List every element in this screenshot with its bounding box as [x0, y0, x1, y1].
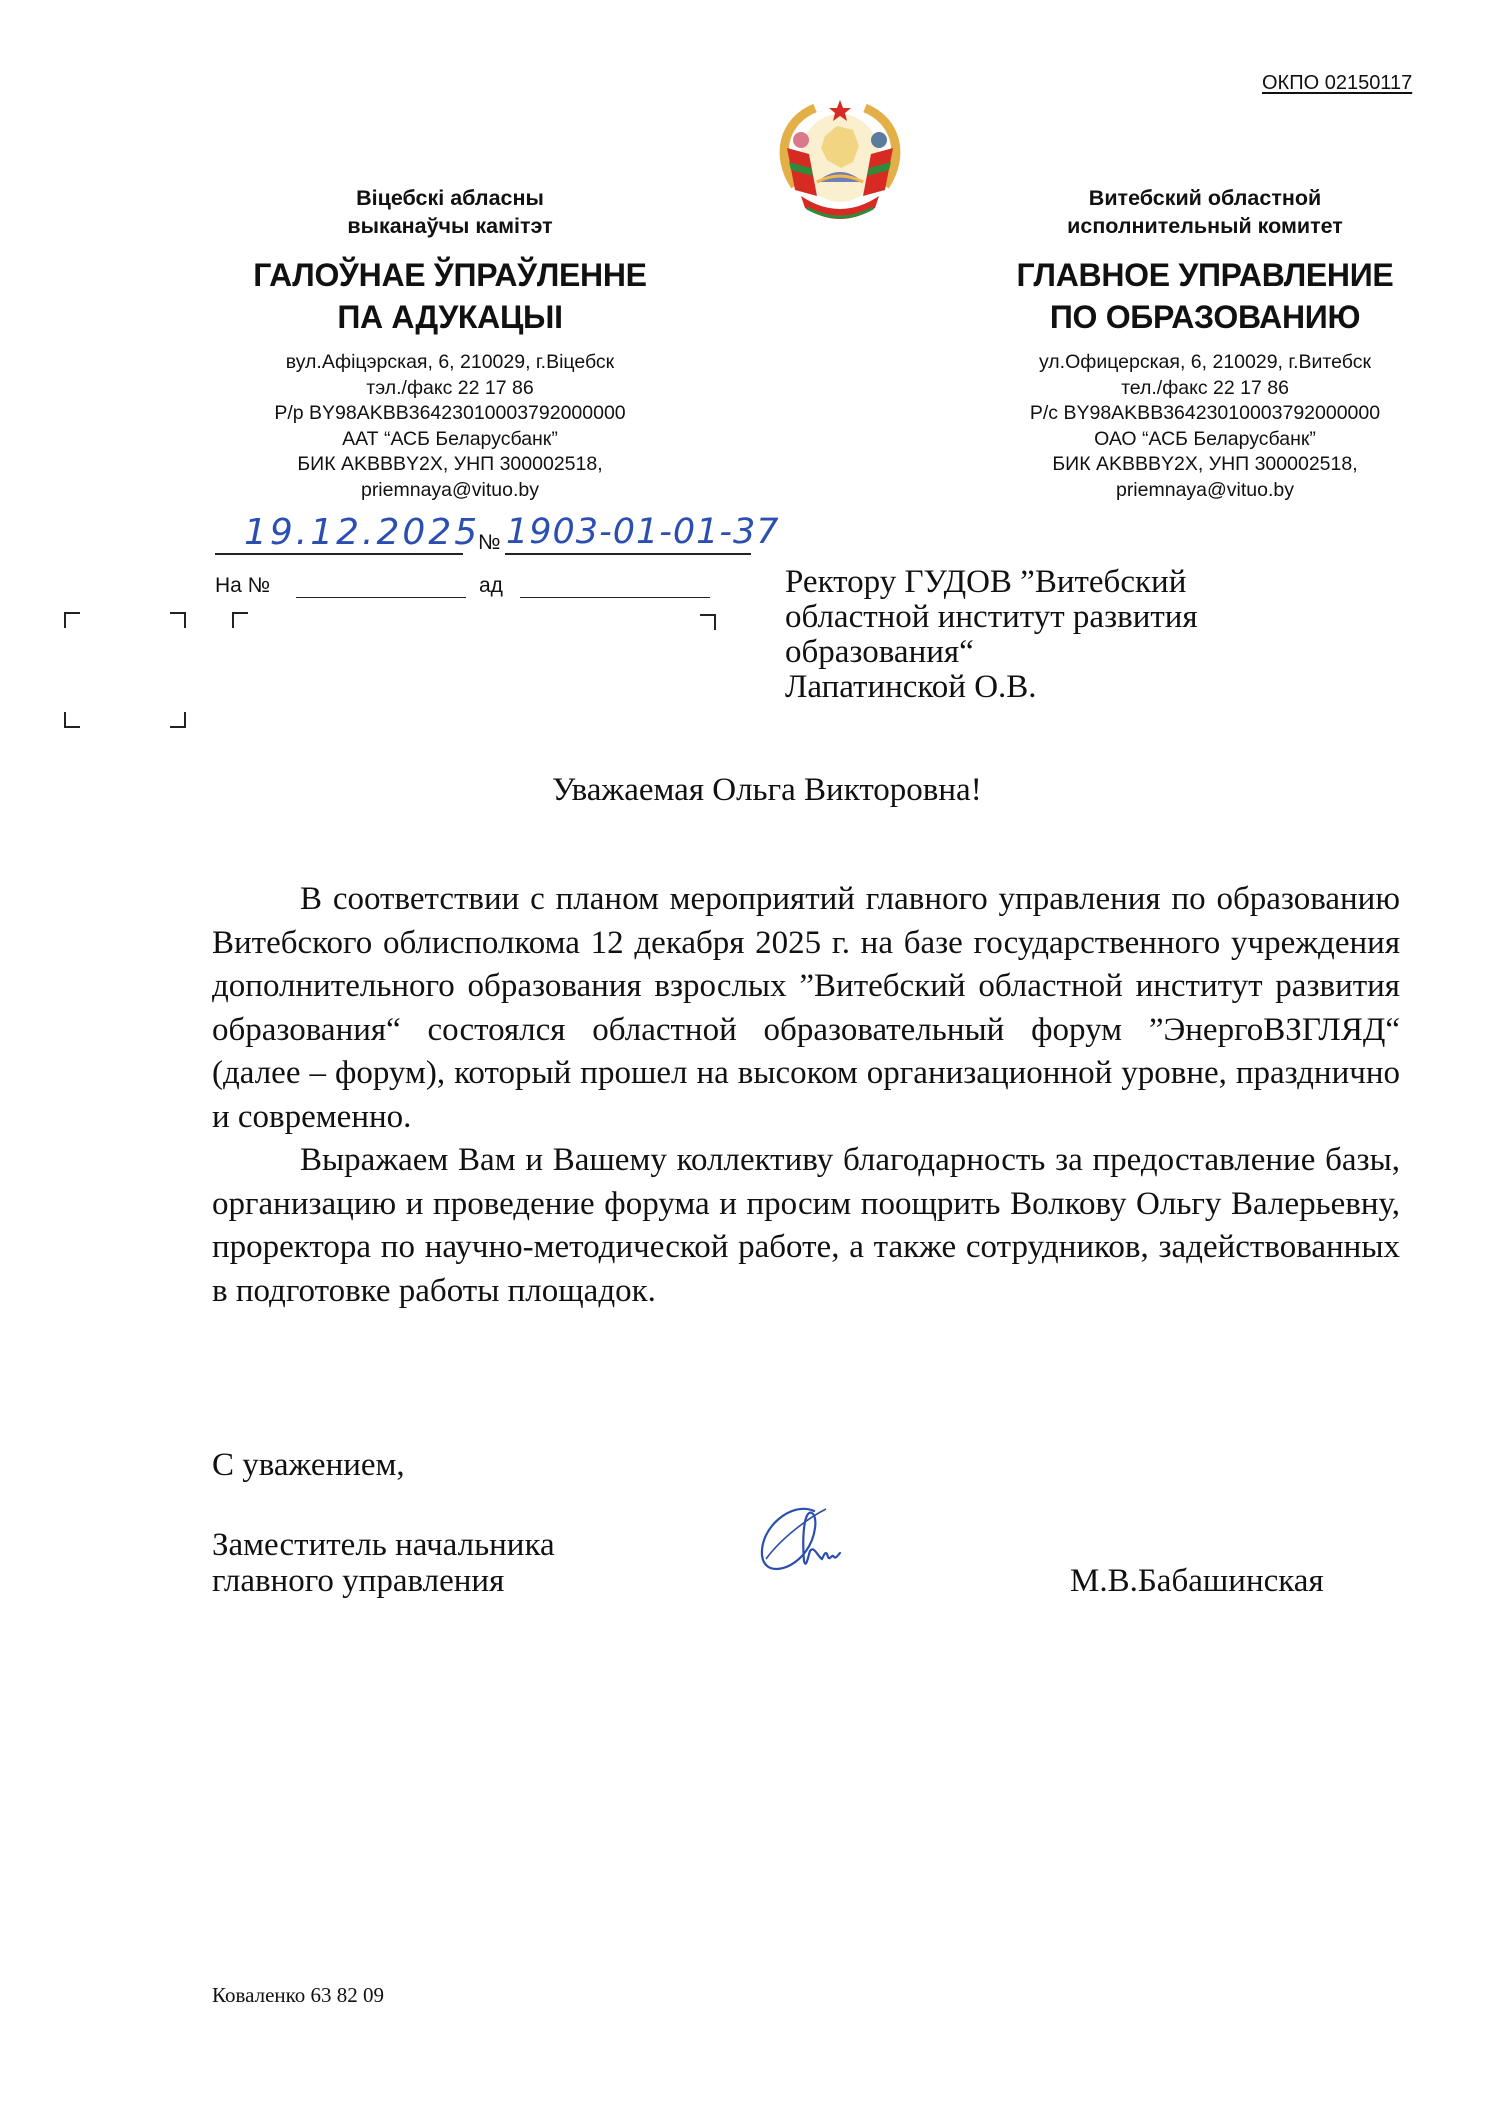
org-name-ru-line1: Витебский областной — [1088, 186, 1322, 210]
corner-mark-icon — [64, 712, 80, 728]
header-left — [200, 184, 700, 503]
registration-date: 19.12.2025 — [244, 512, 481, 553]
org-name-ru-line2: исполнительный комитет — [1067, 214, 1343, 238]
handwritten-signature-icon — [752, 1497, 872, 1587]
addressee-line1: Ректору ГУДОВ ”Витебский — [785, 564, 1187, 600]
body-paragraph-2: Выражаем Вам и Вашему коллективу благодарность за предоставление базы, организацию и проведение форума и просим поощрить Волкову Ольгу Валерьевну, проректора по научно-методической работе, а также сотрудников, задействованных в подготовке работы площадок. — [212, 1142, 1400, 1309]
dept-name-ru-line2: ПО ОБРАЗОВАНИЮ — [1049, 299, 1361, 335]
header-right — [955, 184, 1455, 503]
dept-name-by-line1: ГАЛОЎНАЕ ЎПРАЎЛЕННЕ — [253, 257, 647, 293]
okpo-code: ОКПО 02150117 — [1262, 72, 1413, 94]
reference-date-line — [520, 597, 710, 598]
letter-body — [212, 878, 1400, 1313]
address-ru: ул.Офицерская, 6, 210029, г.Витебск — [1038, 351, 1371, 373]
signer-title — [212, 1527, 555, 1599]
corner-mark-icon — [170, 612, 186, 628]
state-emblem-icon — [765, 96, 915, 226]
email-by: priemnaya@vituo.by — [360, 478, 540, 501]
signer-name: М.В.Бабашинская — [1070, 1563, 1324, 1599]
addressee-line3: образования“ — [785, 634, 974, 670]
account-ru: Р/с BY98AKBB36423010003792000000 — [1029, 402, 1381, 424]
registration-number: 1903-01-01-37 — [506, 512, 780, 552]
corner-mark-icon — [170, 712, 186, 728]
body-paragraph-1: В соответствии с планом мероприятий главного управления по образованию Витебского облисполкома 12 декабря 2025 г. на базе государственного учреждения дополнительного образования взрослых ”Витебский областной институт развития образования“ состоялся областной образовательный форум ”ЭнергоВЗГЛЯД“ (далее – форум), который прошел на высоком организационной уровне, празднично и современно. — [212, 881, 1400, 1135]
bik-ru: БИК AKBBBY2X, УНП 300002518, — [1052, 453, 1358, 475]
dept-name-ru-line1: ГЛАВНОЕ УПРАВЛЕНИЕ — [1016, 257, 1394, 293]
org-name-by-line2: выканаўчы камітэт — [347, 214, 553, 238]
number-underline — [505, 553, 751, 555]
bank-ru: ОАО “АСБ Беларусбанк” — [1094, 427, 1316, 450]
dept-name-by-line2: ПА АДУКАЦЫІ — [337, 299, 563, 335]
signer-title-line2: главного управления — [212, 1563, 505, 1599]
reference-number-label: На № — [215, 574, 271, 597]
addressee-block — [785, 565, 1345, 705]
salutation: Уважаемая Ольга Викторовна! — [552, 772, 982, 808]
closing: С уважением, — [212, 1447, 405, 1483]
reference-number-line — [296, 597, 466, 598]
account-by: Р/р BY98AKBB36423010003792000000 — [274, 402, 626, 424]
reference-date-label: ад — [479, 574, 503, 597]
bik-by: БИК AKBBBY2X, УНП 300002518, — [297, 453, 603, 475]
phone-by: тэл./факс 22 17 86 — [366, 376, 534, 399]
org-name-by-line1: Віцебскі абласны — [356, 186, 544, 210]
address-by: вул.Афіцэрская, 6, 210029, г.Віцебск — [285, 351, 615, 373]
executor-contact: Коваленко 63 82 09 — [212, 1983, 385, 2007]
date-underline — [215, 553, 463, 555]
phone-ru: тел./факс 22 17 86 — [1121, 376, 1289, 399]
corner-mark-icon — [232, 612, 248, 628]
addressee-line4: Лапатинской О.В. — [785, 669, 1037, 705]
bank-by: ААТ “АСБ Беларусбанк” — [342, 427, 558, 450]
signer-title-line1: Заместитель начальника — [212, 1527, 555, 1563]
corner-mark-icon — [64, 612, 80, 628]
addressee-line2: областной институт развития — [785, 599, 1198, 635]
corner-mark-icon — [700, 614, 716, 630]
email-ru: priemnaya@vituo.by — [1115, 478, 1295, 501]
number-sign: № — [478, 531, 501, 554]
